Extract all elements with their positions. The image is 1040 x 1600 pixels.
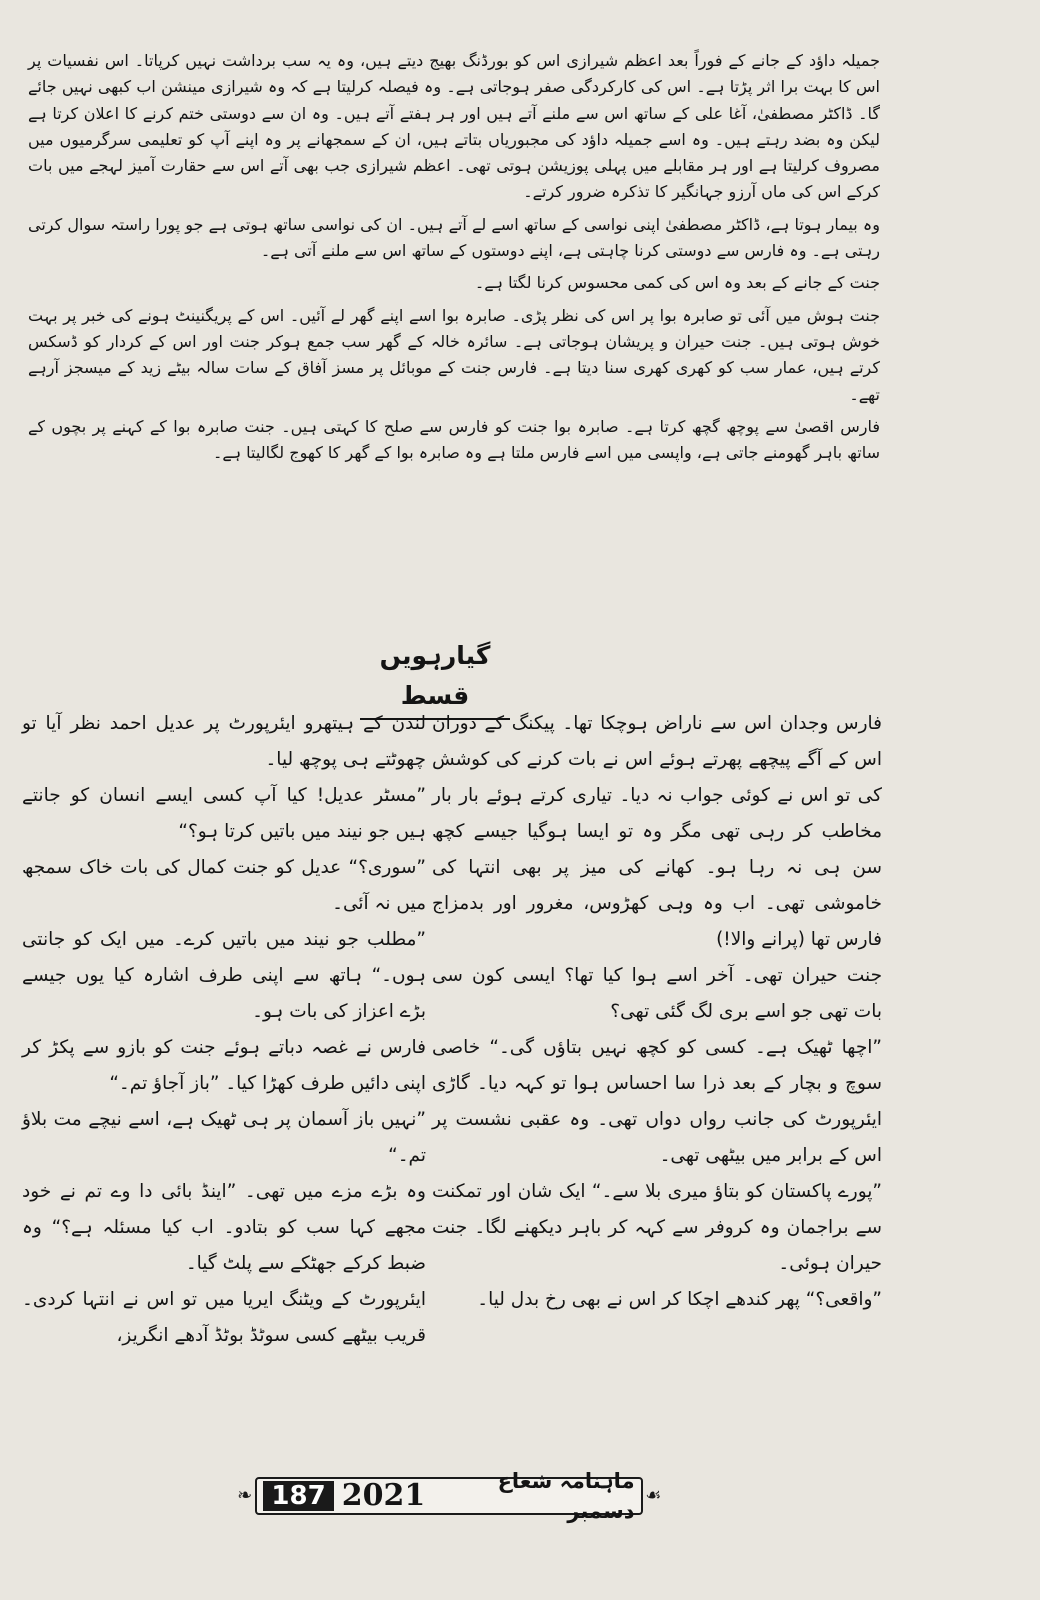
story-paragraph: ایئرپورٹ کے ویٹنگ ایریا میں تو اس نے انتہا کردی۔ قریب بیٹھے کسی سوٹڈ بوٹڈ آدھے انگریز،	[22, 1289, 426, 1346]
story-paragraph: ”نہیں باز آسمان پر ہی ٹھیک ہے، اسے نیچے مت بلاؤ تم۔“	[22, 1109, 426, 1166]
story-paragraph: ”واقعی؟“ پھر کندھے اچکا کر اس نے بھی رخ بدل لیا۔	[477, 1289, 882, 1310]
story-column-left	[22, 706, 426, 1354]
previous-episode-summary	[28, 48, 880, 468]
footer-band	[255, 1469, 642, 1523]
story-paragraph: ”مسٹر عدیل! کیا آپ کسی ایسے انسان کو جانتے ہیں جو نیند میں باتیں کرتا ہو؟“	[22, 785, 426, 842]
flourish-ornament-icon: ❧	[237, 1485, 253, 1506]
summary-paragraph: فارس اقصیٰ سے پوچھ گچھ کرتا ہے۔ صابرہ بوا جنت کو فارس سے صلح کا کہتی ہیں۔ جنت صابرہ بوا کے کہنے پر بچوں کے ساتھ باہر گھومنے جاتی ہے، واپسی میں اسے فارس ملتا ہے وہ صابرہ بوا کے گھر کا کھوج لگالیتا ہے۔	[28, 416, 880, 463]
page-number: 187	[263, 1481, 333, 1511]
story-paragraph: ”پورے پاکستان کو بتاؤ میری بلا سے۔“ ایک شان اور تمکنت سے براجمان وہ کروفر سے کہہ کر باہر دیکھنے لگا۔ جنت حیران ہوئی۔	[432, 1181, 882, 1274]
flourish-ornament-icon: ☙	[645, 1485, 662, 1506]
story-paragraph: لندن کے ہیتھرو ایئرپورٹ پر عدیل احمد نظر آیا تو چھوٹتے ہی پوچھ لیا۔	[22, 713, 426, 770]
story-paragraph: فارس نے غصہ دباتے ہوئے جنت کو بازو سے پکڑ کر اپنی دائیں طرف کھڑا کیا۔ ”باز آجاؤ تم۔“	[22, 1037, 426, 1094]
summary-paragraph: وہ بیمار ہوتا ہے، ڈاکٹر مصطفیٰ اپنی نواسی کے ساتھ اسے لے آتے ہیں۔ ان کی نواسی ساتھ ہوتی ہے جو پورا راستہ سوال کرتی رہتی ہے۔ وہ فارس سے دوستی کرنا چاہتی ہے، اپنے دوستوں کے ساتھ اس سے ملنے آتی ہے۔	[28, 214, 880, 261]
issue-year: 2021	[341, 1478, 426, 1513]
story-paragraph: فارس وجدان اس سے ناراض ہوچکا تھا۔ پیکنگ کے دوران اس کے آگے پیچھے پھرتے ہوئے اس نے بات کرنے کی کوشش کی تو اس نے کوئی جواب نہ دیا۔ تیاری کرتے ہوئے بار بار مخاطب کر رہی تھی مگر وہ تو ایسا ہوگیا جیسے کچھ سن ہی نہ رہا ہو۔ کھانے کی میز پر بھی انتہا کی خاموشی تھی۔ اب وہ وہی کھڑوس، مغرور اور بدمزاج فارس تھا (پرانے والا!)	[432, 713, 882, 950]
episode-heading: گیارہویں قسط	[360, 636, 510, 720]
story-column-right	[432, 706, 882, 1318]
story-paragraph: وہ بڑے مزے میں تھی۔ ”اینڈ بائی دا وے تم نے خود مجھے کہا سب کو بتادو۔ اب کیا مسئلہ ہے؟“ وہ ضبط کرکے جھٹکے سے پلٹ گیا۔	[22, 1181, 426, 1274]
page-footer	[234, 1469, 664, 1523]
story-paragraph: ”اچھا ٹھیک ہے۔ کسی کو کچھ نہیں بتاؤں گی۔“ خاصی سوچ و بچار کے بعد ذرا سا احساس ہوا تو کہہ دیا۔ گاڑی ایئرپورٹ کی جانب رواں دواں تھی۔ وہ عقبی نشست پر اس کے برابر میں بیٹھی تھی۔	[432, 1037, 882, 1166]
magazine-name: ماہنامہ شعاع دسمبر	[497, 1469, 635, 1523]
summary-paragraph: جمیلہ داؤد کے جانے کے فوراً بعد اعظم شیرازی اس کو بورڈنگ بھیج دیتے ہیں، وہ یہ سب برداشت نہیں کرپاتا۔ اس نفسیات پر اس کا بہت برا اثر پڑتا ہے۔ اس کی کارکردگی صفر ہوجاتی ہے۔ وہ فیصلہ کرلیتا ہے کہ وہ شیرازی مینشن اب کبھی نہیں جائے گا۔ ڈاکٹر مصطفیٰ، آغا علی کے ساتھ اس سے ملنے آتے ہیں اور ہر ہفتے آتے ہیں۔ وہ ان سے دوستی ختم کرنے کا اعلان کرتا ہے لیکن وہ بضد رہتے ہیں۔ وہ اسے جمیلہ داؤد کی مجبوریاں بتاتے ہیں، ان کے سمجھانے پر وہ اپنے آپ کو تعلیمی سرگرمیوں میں مصروف کرلیتا ہے اور ہر مقابلے میں پہلی پوزیشن ہوتی تھی۔ اعظم شیرازی جب بھی آتے اس سے حقارت آمیز لہجے میں بات کرکے اس کی ماں آرزو جہانگیر کا تذکرہ ضرور کرتے۔	[28, 51, 881, 202]
summary-paragraph: جنت کے جانے کے بعد وہ اس کی کمی محسوس کرنا لگتا ہے۔	[474, 273, 880, 293]
summary-paragraph: جنت ہوش میں آئی تو صابرہ بوا پر اس کی نظر پڑی۔ صابرہ بوا اسے اپنے گھر لے آئیں۔ اس کے پریگنینٹ ہونے کی خبر پر بہت خوش ہوتی ہیں۔ جنت حیران و پریشان ہوجاتی ہے۔ سائرہ خالہ کے گھر سب جمع ہوکر جنت اور اس کے کردار کو ڈسکس کرتے ہیں، عمار سب کو کھری کھری سنا دیتا ہے۔ فارس جنت کے موبائل پر مسز آفاق کے سات سالہ بیٹے زید کے میسجز آرہے تھے۔	[28, 305, 880, 404]
story-paragraph: ”مطلب جو نیند میں باتیں کرے۔ میں ایک کو جانتی ہوں۔“ ہاتھ سے اپنی طرف اشارہ کیا یوں جیسے بڑے اعزاز کی بات ہو۔	[22, 929, 426, 1022]
story-paragraph: جنت حیران تھی۔ آخر اسے ہوا کیا تھا؟ ایسی کون سی بات تھی جو اسے بری لگ گئی تھی؟	[432, 965, 882, 1022]
story-paragraph: ”سوری؟“ عدیل کو جنت کمال کی بات خاک سمجھ میں نہ آئی۔	[22, 857, 426, 914]
